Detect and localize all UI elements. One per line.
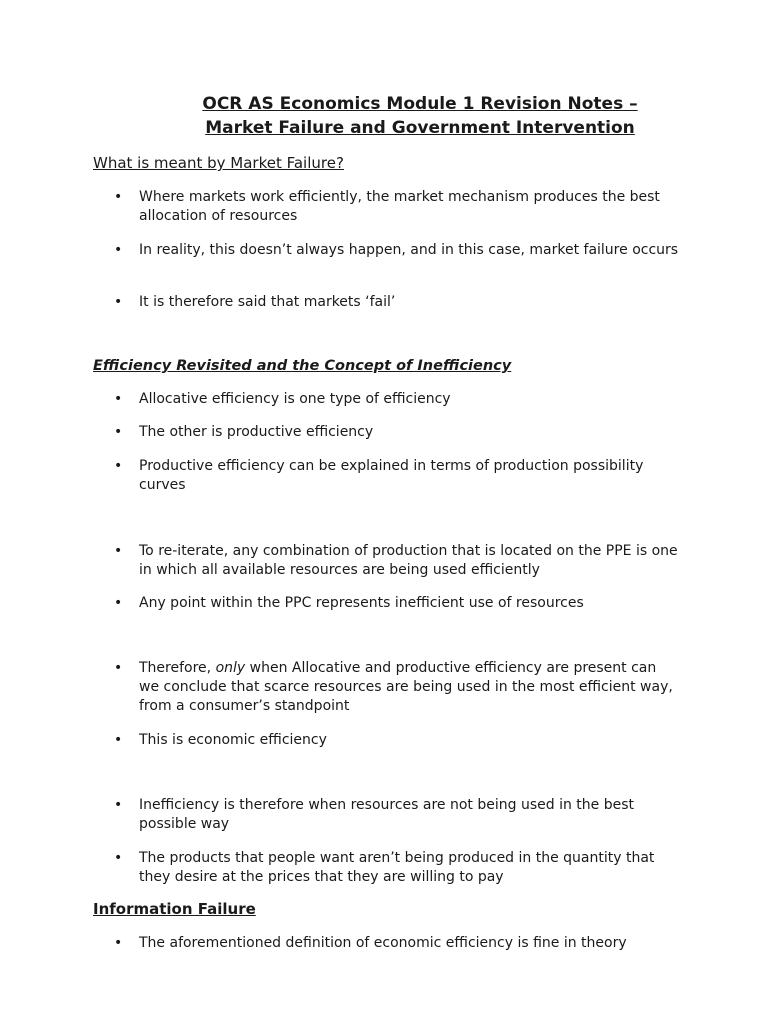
bullet-glyph: •: [114, 660, 123, 676]
list-item-text: The products that people want aren’t being produced in the quantity that they desire at the prices that they are willing to pay: [139, 850, 655, 885]
list-item: [114, 457, 679, 495]
bullet-glyph: •: [114, 458, 123, 474]
list-item-text: It is therefore said that markets ‘fail’: [139, 294, 396, 310]
list-item: [114, 849, 679, 887]
list-item-text: Where markets work efficiently, the market mechanism produces the best allocation of resources: [139, 189, 660, 224]
list-item: [114, 423, 679, 442]
document-title-line-1: OCR AS Economics Module 1 Revision Notes –: [202, 94, 638, 114]
section-heading-efficiency: Efficiency Revisited and the Concept of Inefficiency: [93, 358, 512, 374]
section-heading-information-failure: Information Failure: [93, 900, 256, 918]
list-item-text: Allocative efficiency is one type of efficiency: [139, 391, 451, 407]
list-item: [114, 934, 679, 953]
list-item: [114, 731, 679, 750]
list-item-text: This is economic efficiency: [139, 732, 327, 748]
list-item-text: To re-iterate, any combination of production that is located on the PPE is one in which all available resources are being used efficiently: [139, 543, 678, 578]
list-item-text-rest: when Allocative and productive efficiency are present can we conclude that scarce resources are being used in the most efficient way, from a consumer’s standpoint: [139, 660, 673, 714]
list-item: [114, 241, 679, 260]
bullet-glyph: •: [114, 850, 123, 866]
document-title-line-2: Market Failure and Government Intervention: [205, 118, 635, 138]
bullet-glyph: •: [114, 732, 123, 748]
list-item: [114, 594, 679, 613]
list-item-text: In reality, this doesn’t always happen, and in this case, market failure occurs: [139, 242, 679, 258]
list-item-text: Inefficiency is therefore when resources are not being used in the best possible way: [139, 797, 634, 832]
list-item: [114, 390, 679, 409]
bullet-glyph: •: [114, 294, 123, 310]
list-item-text: The aforementioned definition of economic efficiency is fine in theory: [139, 935, 627, 951]
list-item: [114, 293, 679, 312]
list-item-text: Productive efficiency can be explained in terms of production possibility curves: [139, 458, 644, 493]
bullet-glyph: •: [114, 543, 123, 559]
list-item-text: The other is productive efficiency: [139, 424, 374, 440]
section-heading-market-failure: What is meant by Market Failure?: [93, 154, 344, 172]
bullet-glyph: •: [114, 424, 123, 440]
bullet-glyph: •: [114, 935, 123, 951]
list-item: [114, 796, 679, 834]
list-item-text-prefix: Therefore,: [139, 660, 216, 676]
bullet-glyph: •: [114, 595, 123, 611]
bullet-glyph: •: [114, 797, 123, 813]
list-item: [114, 659, 679, 716]
bullet-glyph: •: [114, 391, 123, 407]
emphasis-only: only: [215, 660, 246, 676]
list-item: [114, 188, 679, 226]
list-item: [114, 542, 679, 580]
list-item-text: Any point within the PPC represents inefficient use of resources: [139, 595, 584, 611]
bullet-glyph: •: [114, 189, 123, 205]
bullet-glyph: •: [114, 242, 123, 258]
